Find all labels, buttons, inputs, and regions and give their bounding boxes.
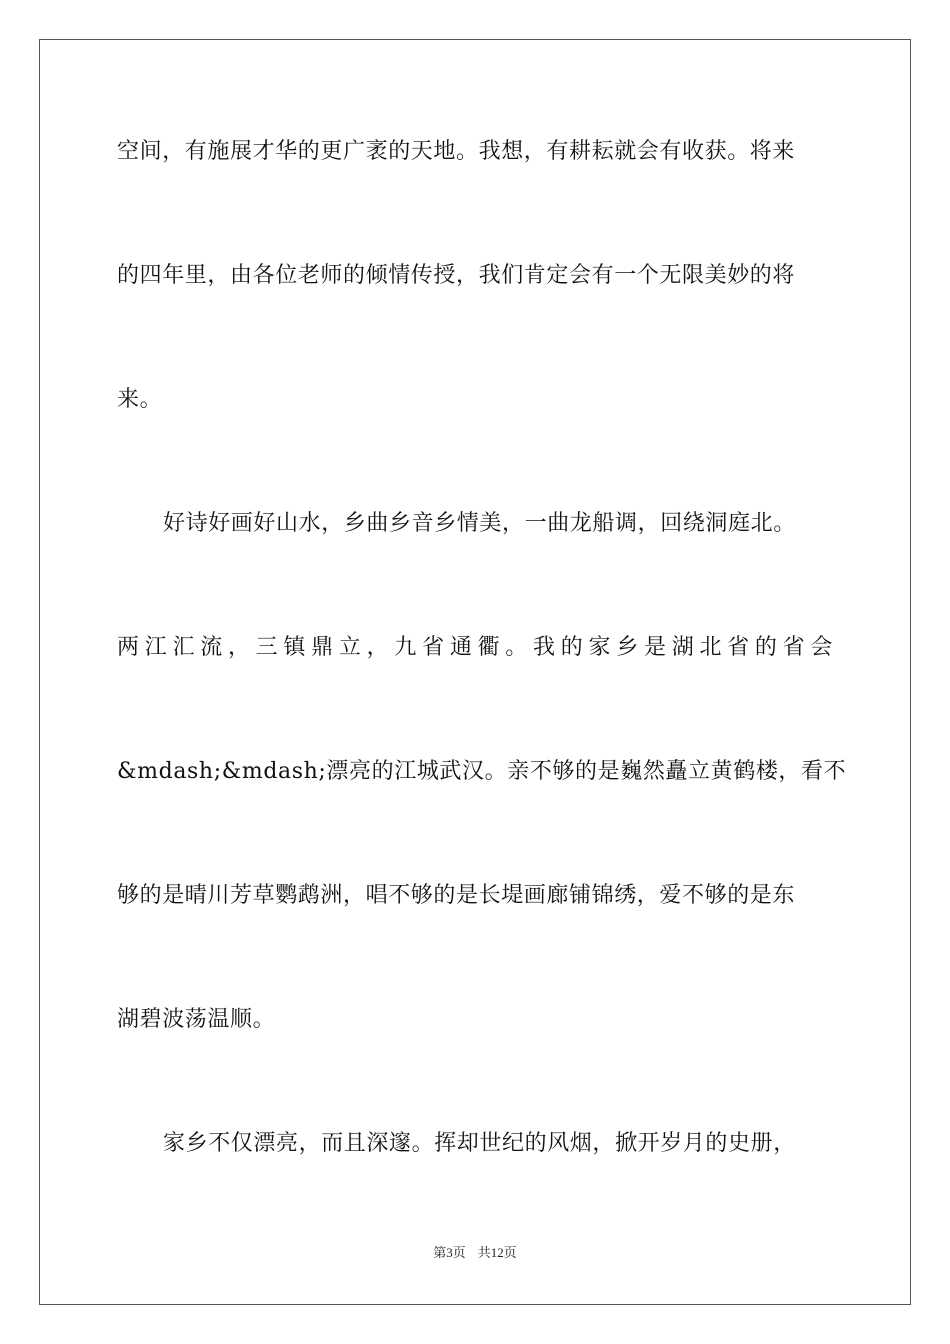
text-line-9: 家乡不仅漂亮，而且深邃。挥却世纪的风烟，掀开岁月的史册， xyxy=(163,1131,796,1156)
text-line-6: &mdash;&mdash;漂亮的江城武汉。亲不够的是巍然矗立黄鹤楼，看不 xyxy=(117,759,847,784)
text-line-3: 来。 xyxy=(117,387,163,412)
page-border xyxy=(39,39,911,1305)
text-line-8: 湖碧波荡温顺。 xyxy=(117,1007,276,1032)
text-line-5: 两江汇流，三镇鼎立，九省通衢。我的家乡是湖北省的省会 xyxy=(117,635,833,660)
text-line-4: 好诗好画好山水，乡曲乡音乡情美，一曲龙船调，回绕洞庭北。 xyxy=(163,511,796,536)
page-total: 共12页 xyxy=(477,1245,517,1260)
text-line-1: 空间，有施展才华的更广袤的天地。我想，有耕耘就会有收获。将来 xyxy=(117,139,796,164)
text-line-2: 的四年里，由各位老师的倾情传授，我们肯定会有一个无限美妙的将 xyxy=(117,263,796,288)
page-number: 第3页 xyxy=(433,1245,466,1260)
page-footer xyxy=(0,1244,950,1262)
text-line-7: 够的是晴川芳草鹦鹉洲，唱不够的是长堤画廊铺锦绣，爱不够的是东 xyxy=(117,883,796,908)
